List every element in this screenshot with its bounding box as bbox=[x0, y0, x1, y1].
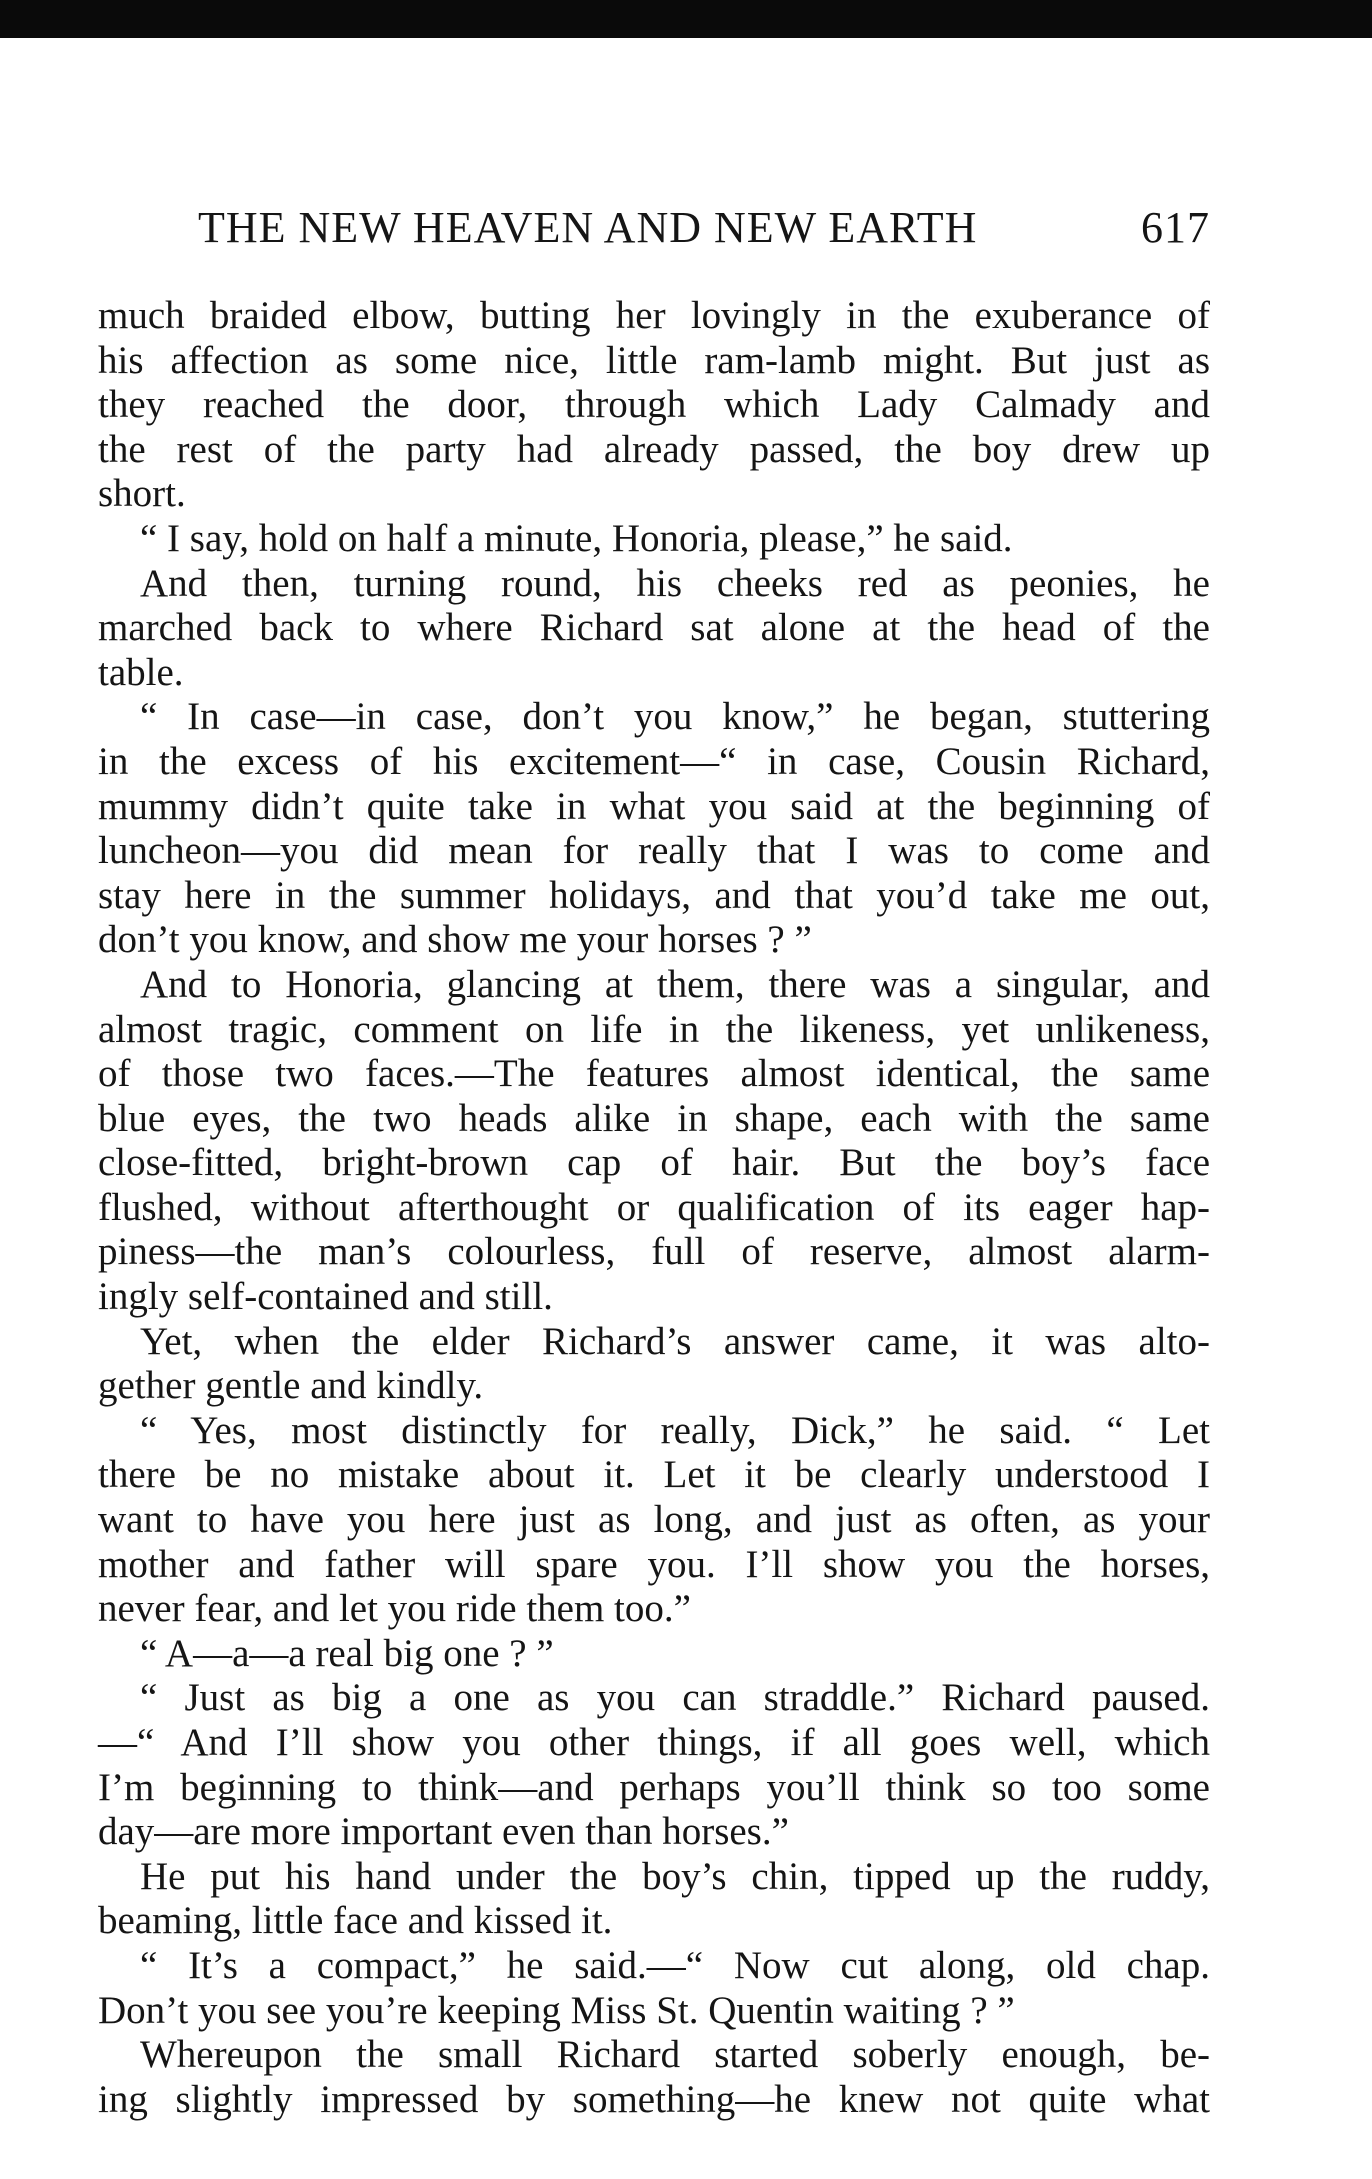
text-line: stay here in the summer holidays, and that you’d take me out, bbox=[98, 873, 1210, 917]
text-line: the rest of the party had already passed, the boy drew up bbox=[98, 427, 1210, 471]
text-line: table. bbox=[98, 650, 184, 694]
text-line: his affection as some nice, little ram-lamb might. But just as bbox=[98, 338, 1210, 382]
text-line: in the excess of his excitement—“ in case, Cousin Richard, bbox=[98, 739, 1210, 783]
text-line: flushed, without afterthought or qualification of its eager hap- bbox=[98, 1185, 1210, 1229]
text-line: want to have you here just as long, and just as often, as your bbox=[98, 1498, 1210, 1542]
text-line: of those two faces.—The features almost identical, the same bbox=[98, 1052, 1210, 1096]
text-line: beaming, little face and kissed it. bbox=[98, 1899, 613, 1943]
text-line: “ A—a—a real big one ? ” bbox=[140, 1631, 554, 1675]
text-line: piness—the man’s colourless, full of reserve, almost alarm- bbox=[98, 1230, 1210, 1274]
page-number: 617 bbox=[1141, 203, 1210, 252]
text-line: short. bbox=[98, 472, 186, 516]
text-line: “ I say, hold on half a minute, Honoria, please,” he said. bbox=[140, 516, 1013, 560]
text-line: mummy didn’t quite take in what you said at the beginning of bbox=[98, 784, 1210, 828]
text-line: “ Just as big a one as you can straddle.” Richard paused. bbox=[140, 1676, 1210, 1720]
scan-top-border bbox=[0, 0, 1372, 38]
text-line: there be no mistake about it. Let it be clearly understood I bbox=[98, 1453, 1210, 1497]
text-line: ing slightly impressed by something—he knew not quite what bbox=[98, 2077, 1210, 2121]
text-line: Whereupon the small Richard started soberly enough, be- bbox=[140, 2033, 1210, 2077]
text-line: ingly self-contained and still. bbox=[98, 1275, 553, 1319]
text-line: And then, turning round, his cheeks red as peonies, he bbox=[140, 561, 1210, 605]
text-line: “ Yes, most distinctly for really, Dick,” he said. “ Let bbox=[140, 1408, 1210, 1452]
text-line: And to Honoria, glancing at them, there was a singular, and bbox=[140, 962, 1210, 1006]
text-line: they reached the door, through which Lady Calmady and bbox=[98, 383, 1210, 427]
text-line: luncheon—you did mean for really that I was to come and bbox=[98, 829, 1210, 873]
text-line: “ It’s a compact,” he said.—“ Now cut along, old chap. bbox=[140, 1943, 1210, 1987]
text-line: day—are more important even than horses.” bbox=[98, 1810, 789, 1854]
text-line: Don’t you see you’re keeping Miss St. Quentin waiting ? ” bbox=[98, 1988, 1015, 2032]
text-line: marched back to where Richard sat alone at the head of the bbox=[98, 606, 1210, 650]
text-line: almost tragic, comment on life in the likeness, yet unlikeness, bbox=[98, 1007, 1210, 1051]
text-line: never fear, and let you ride them too.” bbox=[98, 1587, 691, 1631]
text-line: gether gentle and kindly. bbox=[98, 1364, 484, 1408]
text-line: —“ And I’ll show you other things, if all goes well, which bbox=[98, 1721, 1210, 1764]
text-line: blue eyes, the two heads alike in shape, each with the same bbox=[98, 1096, 1210, 1140]
text-line: “ In case—in case, don’t you know,” he began, stuttering bbox=[140, 695, 1210, 739]
text-line: much braided elbow, butting her lovingly in the exuberance of bbox=[98, 294, 1210, 337]
running-head bbox=[198, 198, 1210, 258]
text-line: mother and father will spare you. I’ll show you the horses, bbox=[98, 1542, 1210, 1586]
text-line: I’m beginning to think—and perhaps you’ll think so too some bbox=[98, 1765, 1210, 1809]
text-line: Yet, when the elder Richard’s answer came, it was alto- bbox=[140, 1319, 1210, 1363]
text-line: He put his hand under the boy’s chin, tipped up the ruddy, bbox=[140, 1854, 1210, 1898]
running-head-title: THE NEW HEAVEN AND NEW EARTH bbox=[198, 203, 978, 252]
text-line: don’t you know, and show me your horses ? ” bbox=[98, 918, 812, 962]
body-text bbox=[98, 294, 1210, 2122]
text-line: close-fitted, bright-brown cap of hair. But the boy’s face bbox=[98, 1141, 1210, 1185]
